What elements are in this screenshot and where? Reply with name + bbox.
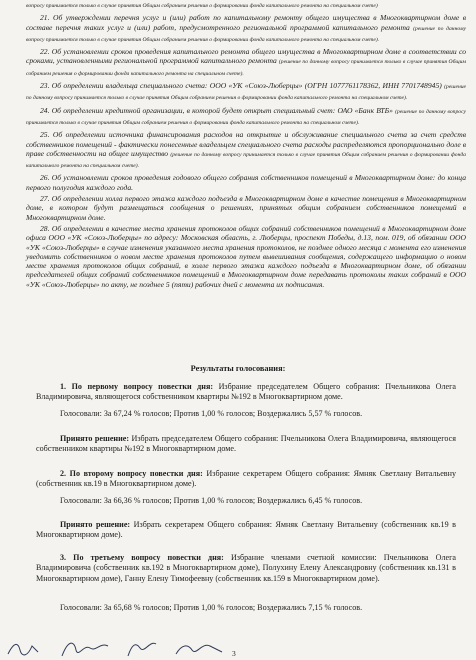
q3-votes: Голосовали: За 65,68 % голосов; Против 1,00 % голосов; Воздержались 7,15 % голосов. [60,603,363,612]
agenda-item-28: 28. Об определении в качестве места хранения протоколов общих собраний собственников помещений в Многоквартирном доме офиса ООО «УК «Союз-Люберцы» по адресу: Московская область, г. Люберцы, проспект Победы, д.13, пом. 019, об обязании ООО «УК «Союз-Люберцы» в случае изменения указанного места хранения протоколов, не позднее одного месяца с момента его изменения уведомить собственников о новом месте хранения протоколов путем вывешивания сообщения, содержащего информацию о новом месте хранения протоколов общих собраний, в холле первого этажа каждого подъезда в Многоквартирном доме, об обязании председателей общих собраний собственников помещений в Многоквартирном доме передавать протоколы таких собраний в ООО «УК «Союз-Люберцы» по акту, не позднее 5 (пяти) рабочих дней с момента их подписания. [26,223,466,289]
agenda-item-23: 23. Об определении владельца специального счета: ООО «УК «Союз-Люберцы» (ОГРН 1077761178362, ИНН 7701748945) (решение по данному вопросу принимается только в случае принятия Общим собранием решения о формировании фонда капитального ремонта на специальном счете). [26,81,466,102]
q2-decision: Принято решение: Избрать секретарем Общего собрания: Ямняк Светлану Витальевну (собственник кв.19 в Многоквартирном доме). [36,520,457,540]
results-heading: Результаты голосования: [190,364,286,373]
q1-votes: Голосовали: За 67,24 % голосов; Против 1,00 % голосов; Воздержались 5,57 % голосов. [60,409,363,418]
q1-decision: Принято решение: Избрать председателем Общего собрания: Пчельникова Олега Владимировича, являющегося собственником квартиры №192 в Многоквартирном доме. [36,434,456,454]
q2-votes: Голосовали: За 66,36 % голосов; Против 1,00 % голосов; Воздержались 6,45 % голосов. [60,496,363,505]
agenda-item-27: 27. Об определении холла первого этажа каждого подъезда в Многоквартирном доме в качестве помещения в Многоквартирном доме, в котором будут размещаться сообщения о решениях, принятых общим собранием собственников помещений в Многоквартирном доме. [26,194,466,222]
agenda-item-22: 22. Об установлении сроков проведения капитального ремонта общего имущества в Многоквартирном доме в соответствии со сроками, установленными региональной программой капитального ремонта (решение по данному вопросу принимается только в случае принятия Общим собранием решения о формировании фонда капитального ремонта на специальном счете). [26,47,466,77]
agenda-item-24: 24. Об определении кредитной организации, в которой будет открыт специальный счет: ОАО «Банк ВТБ» (решение по данному вопросу принимается только в случае принятия Общим собранием решения о формировании фонда капитального ремонта на специальном счете). [26,105,466,126]
q2-question: 2. По второму вопросу повестки дня: Избрание секретарем Общего собрания: Ямняк Светлану Витальевну (собственник кв.19 в Многоквартирном доме). [36,469,456,489]
top-fragment: вопросу принимается только в случае принятия Общим собранием решения о формировании фонда капитального ремонта на специальном счете) [26,3,378,9]
agenda-item-26: 26. Об установлении сроков проведения годового общего собрания собственников помещений в Многоквартирном доме: до конца первого полугодия каждого года. [26,173,466,192]
agenda-item-25: 25. Об определении источника финансирования расходов на открытие и обслуживание специального счета за счет средств собственников помещений - фактически понесенные владельцем специального счета расходы распределяются пропорционально доле в праве собственности на общее имущество (решение по данному вопросу принимается только в случае принятия Общим собранием решения о формировании фонда капитального ремонта на специальном счете). [26,130,466,170]
agenda-list [26,2,466,289]
handwritten-signatures [0,636,260,660]
q3-question: 3. По третьему вопросу повестки дня: Избрание членами счетной комиссии: Пчельникова Олега Владимировича (собственник кв.192 в Многоквартирном доме), Полухину Елену Александровну (собственник кв.131 в Многоквартирном доме), Ганну Елену Тимофеевну (собственник кв.159 в Многоквартирном доме). [36,553,457,583]
agenda-item-21: 21. Об утверждении перечня услуг и (или) работ по капитальному ремонту общего имущества в Многоквартирном доме в составе перечня таких услуг и (или) работ, предусмотренного региональной программой капитального ремонта (решение по данному вопросу принимается только в случае принятия Общим собранием решения о формировании фонда капитального ремонта на специальном счете). [26,13,466,43]
page-number: 3 [232,649,236,658]
q1-question: 1. По первому вопросу повестки дня: Избрание председателем Общего собрания: Пчельникова Олега Владимировича, являющегося собственником квартиры №192 в Многоквартирном доме. [36,382,456,402]
